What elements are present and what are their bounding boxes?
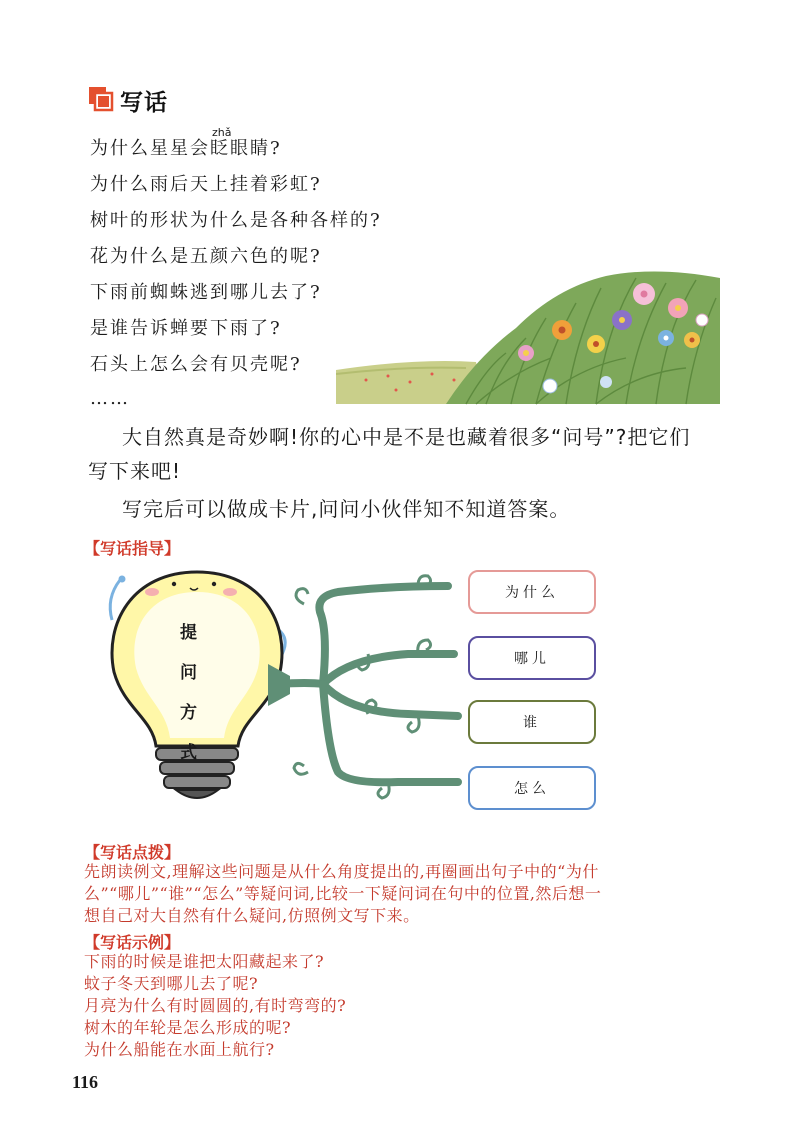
question-line: 花为什么是五颜六色的呢? xyxy=(90,246,322,267)
tips-line: 么”“哪儿”“谁”“怎么”等疑问词,比较一下疑问词在句中的位置,然后想一 xyxy=(84,884,602,903)
pinyin-annotation: zhǎ xyxy=(212,126,232,139)
bulb-char: 提 xyxy=(180,623,197,643)
question-word-box-who: 谁 xyxy=(468,700,596,744)
section-square-icon xyxy=(88,86,114,112)
ellipsis: …… xyxy=(90,388,130,409)
example-line: 下雨的时候是谁把太阳藏起来了? xyxy=(84,952,325,971)
example-line: 月亮为什么有时圆圆的,有时弯弯的? xyxy=(84,996,347,1015)
example-line: 为什么船能在水面上航行? xyxy=(84,1040,275,1059)
intro-paragraph-line1: 大自然真是奇妙啊!你的心中是不是也藏着很多“问号”?把它们 xyxy=(122,425,691,449)
guidance-heading: 【写话指导】 xyxy=(84,539,181,558)
vine-branches xyxy=(268,572,468,804)
section-title: 写话 xyxy=(120,90,168,116)
example-line: 树木的年轮是怎么形成的呢? xyxy=(84,1018,292,1037)
card-paragraph: 写完后可以做成卡片,问问小伙伴知不知道答案。 xyxy=(122,497,571,521)
bulb-char: 式 xyxy=(180,743,197,763)
bulb-char: 方 xyxy=(180,703,197,723)
example-line: 蚊子冬天到哪儿去了呢? xyxy=(84,974,259,993)
tips-line: 先朗读例文,理解这些问题是从什么角度提出的,再圈画出句子中的“为什 xyxy=(84,862,599,881)
question-line: 树叶的形状为什么是各种各样的? xyxy=(90,210,382,231)
tips-heading: 【写话点拨】 xyxy=(84,843,181,862)
tips-line: 想自己对大自然有什么疑问,仿照例文写下来。 xyxy=(84,906,420,925)
question-word-box-where: 哪儿 xyxy=(468,636,596,680)
question-word-box-why: 为什么 xyxy=(468,570,596,614)
question-line: 石头上怎么会有贝壳呢? xyxy=(90,354,302,375)
intro-paragraph-line2: 写下来吧! xyxy=(88,459,182,483)
example-heading: 【写话示例】 xyxy=(84,933,181,952)
question-line: 是谁告诉蝉要下雨了? xyxy=(90,318,282,339)
page-number: 116 xyxy=(72,1072,99,1092)
bulb-char: 问 xyxy=(180,663,197,683)
light-bulb-icon xyxy=(104,568,290,810)
question-line: 为什么雨后天上挂着彩虹? xyxy=(90,174,322,195)
flower-meadow-illustration xyxy=(336,258,720,406)
question-line: 下雨前蜘蛛逃到哪儿去了? xyxy=(90,282,322,303)
question-line: 为什么星星会眨眼睛? xyxy=(90,138,282,159)
question-word-box-how: 怎么 xyxy=(468,766,596,810)
